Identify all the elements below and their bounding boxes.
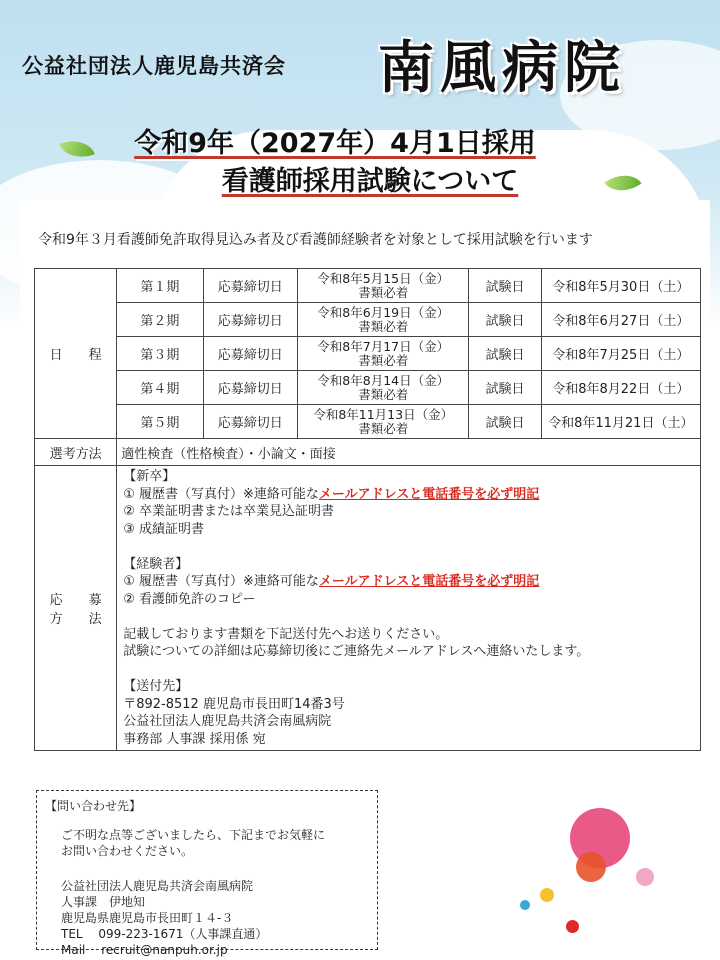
contact-phone: TEL 099-223-1671（人事課直通）	[61, 927, 268, 941]
deadline-date-text: 令和8年6月19日（金）	[317, 304, 450, 320]
decorative-circle	[520, 900, 530, 910]
deadline-label: 応募締切日	[203, 303, 297, 337]
schedule-row	[35, 303, 701, 337]
decorative-circle	[636, 868, 654, 886]
contact-message	[61, 827, 325, 859]
contact-message-line2: お問い合わせください。	[61, 844, 194, 858]
exam-date: 令和8年8月22日（土）	[541, 371, 700, 405]
decorative-circle	[566, 920, 579, 933]
schedule-label: 日 程	[35, 269, 117, 439]
submission-note-2: 試験についての詳細は応募締切後にご連絡先メールアドレスへ連絡いたします。	[123, 644, 590, 659]
hospital-name: 南風病院	[378, 36, 626, 101]
new-grad-item-1-text: ① 履歴書（写真付）※連絡可能な	[123, 486, 319, 502]
exam-date: 令和8年6月27日（土）	[541, 303, 700, 337]
spacer	[123, 608, 694, 626]
contact-heading: 【問い合わせ先】	[45, 799, 142, 813]
exam-date: 令和8年7月25日（土）	[541, 337, 700, 371]
exam-label: 試験日	[469, 269, 541, 303]
recruitment-table	[34, 268, 701, 751]
application-label-line2: 方 法	[49, 612, 102, 627]
period: 第３期	[117, 337, 203, 371]
contact-address: 鹿児島県鹿児島市長田町１４-３	[61, 911, 234, 925]
submission-note-1: 記載しております書類を下記送付先へお送りください。	[123, 626, 449, 642]
new-grad-item-3: ③ 成績証明書	[123, 521, 205, 537]
experienced-item-1	[123, 573, 694, 591]
spacer	[123, 538, 694, 556]
contact-organization: 公益社団法人鹿児島共済会南風病院	[61, 879, 254, 893]
application-method	[117, 466, 701, 751]
send-to-address: 〒892-8512 鹿児島市長田町14番3号	[123, 696, 345, 712]
contact-email[interactable]: Mail recruit@nanpuh.or.jp	[61, 943, 228, 957]
decorative-circle	[576, 852, 606, 882]
contact-details	[61, 878, 267, 958]
experienced-item-1-text: ① 履歴書（写真付）※連絡可能な	[123, 574, 319, 589]
schedule-row	[35, 371, 701, 405]
deadline-note: 書類必着	[358, 420, 409, 436]
period: 第５期	[117, 405, 203, 439]
application-label	[35, 466, 117, 751]
selection-value: 適性検査（性格検査）・小論文・面接	[117, 439, 701, 466]
exam-label: 試験日	[469, 405, 541, 439]
exam-label: 試験日	[469, 337, 541, 371]
period: 第１期	[117, 269, 203, 303]
schedule-row	[35, 405, 701, 439]
exam-date: 令和8年5月30日（土）	[541, 269, 700, 303]
application-label-line1: 応 募	[49, 593, 102, 608]
contact-message-line1: ご不明な点等ございましたら、下記までお気軽に	[61, 828, 326, 842]
deadline-date-text: 令和8年5月15日（金）	[317, 270, 450, 286]
schedule-row	[35, 269, 701, 303]
deadline-date-text: 令和8年7月17日（金）	[317, 338, 450, 354]
deadline-label: 応募締切日	[203, 269, 297, 303]
contact-department: 人事課 伊地知	[61, 895, 146, 909]
experienced-heading: 【経験者】	[123, 556, 189, 572]
title-line-1: 令和9年（2027年）4月1日採用	[134, 128, 536, 159]
page-title	[0, 125, 720, 201]
organization-name: 公益社団法人鹿児島共済会	[22, 54, 286, 78]
deadline-note: 書類必着	[358, 386, 409, 402]
schedule-row	[35, 337, 701, 371]
deadline-date	[297, 303, 469, 337]
selection-label: 選考方法	[35, 439, 117, 466]
deadline-date-text: 令和8年8月14日（金）	[317, 372, 450, 388]
experienced-item-2: ② 看護師免許のコピー	[123, 591, 256, 607]
send-to-organization: 公益社団法人鹿児島共済会南風病院	[123, 714, 332, 729]
exam-label: 試験日	[469, 371, 541, 405]
send-to-heading: 【送付先】	[123, 679, 189, 694]
new-grad-item-2: ② 卒業証明書または卒業見込証明書	[123, 504, 335, 519]
deadline-note: 書類必着	[358, 352, 409, 368]
decorative-circle	[540, 888, 554, 902]
required-contact-note: メールアドレスと電話番号を必ず明記	[318, 486, 540, 502]
deadline-date	[297, 337, 469, 371]
deadline-note: 書類必着	[358, 318, 409, 334]
exam-date: 令和8年11月21日（土）	[541, 405, 700, 439]
deadline-label: 応募締切日	[203, 371, 297, 405]
new-grad-heading: 【新卒】	[123, 469, 176, 484]
period: 第４期	[117, 371, 203, 405]
deadline-date-text: 令和8年11月13日（金）	[313, 406, 454, 422]
deadline-label: 応募締切日	[203, 337, 297, 371]
deadline-date	[297, 405, 469, 439]
deadline-date	[297, 371, 469, 405]
new-grad-item-1	[123, 486, 694, 504]
deadline-label: 応募締切日	[203, 405, 297, 439]
send-to-department: 事務部 人事課 採用係 宛	[123, 731, 266, 747]
deadline-note: 書類必着	[358, 284, 409, 300]
deadline-date	[297, 269, 469, 303]
spacer	[123, 661, 694, 679]
title-line-2: 看護師採用試験について	[221, 166, 519, 197]
period: 第２期	[117, 303, 203, 337]
intro-text: 令和9年３月看護師免許取得見込み者及び看護師経験者を対象として採用試験を行います	[38, 232, 593, 248]
required-contact-note: メールアドレスと電話番号を必ず明記	[318, 574, 540, 589]
contact-box	[36, 790, 378, 957]
selection-row	[35, 439, 701, 466]
exam-label: 試験日	[469, 303, 541, 337]
application-row	[35, 466, 701, 751]
